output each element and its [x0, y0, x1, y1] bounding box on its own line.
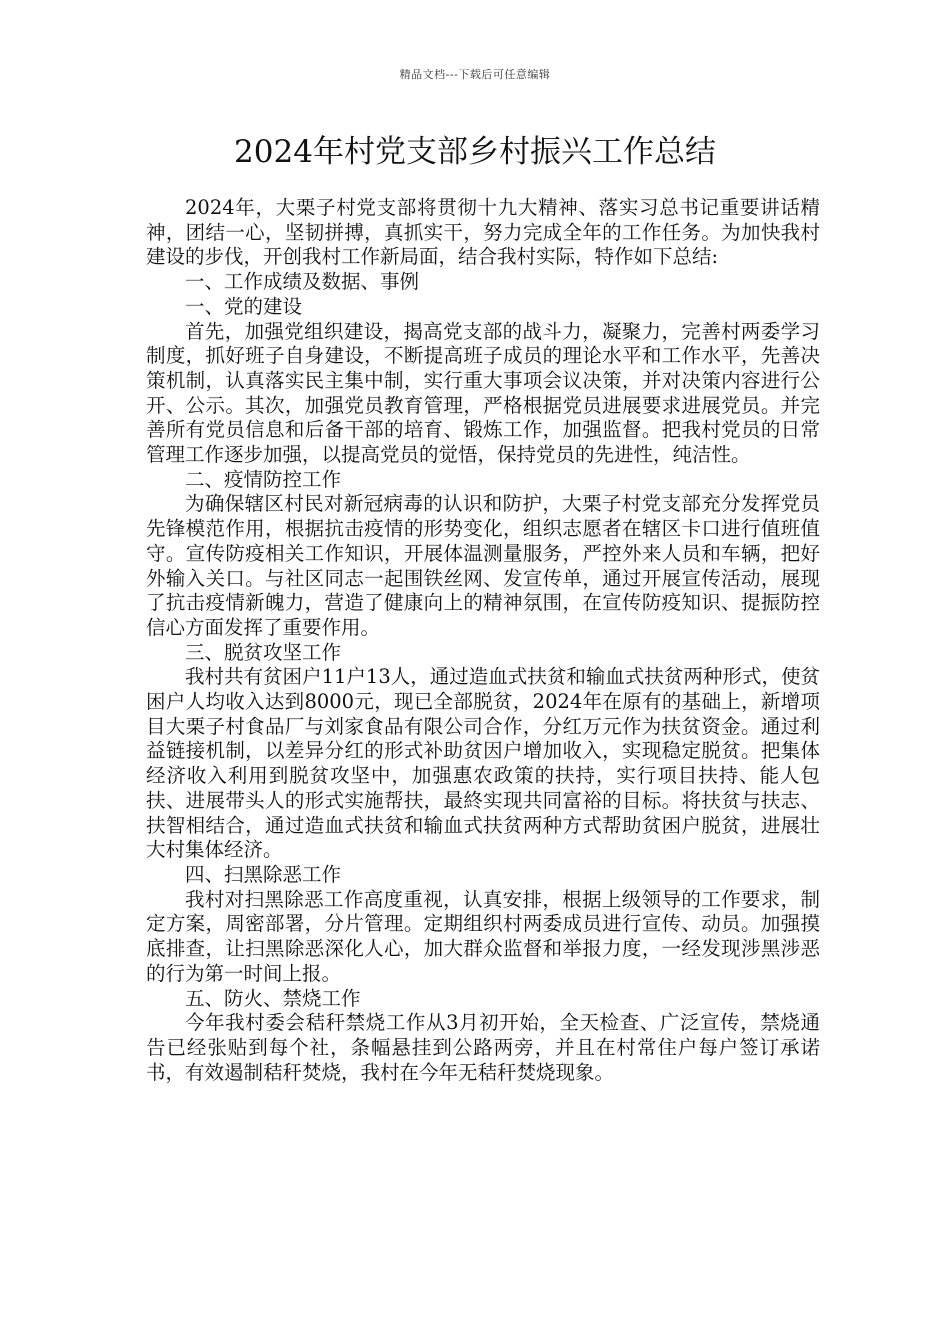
paragraph-epidemic: 为确保辖区村民对新冠病毒的认识和防护，大栗子村党支部充分发挥党员先锋模范作用，根据抗击疫情的形势变化，组织志愿者在辖区卡口进行值班值守。宣传防疫相关工作知识，开展体温测量服务，严控外来人员和车辆，把好外输入关口。与社区同志一起围铁丝网、发宣传单，通过开展宣传活动，展现了抗击疫情新魄力，营造了健康向上的精神氛围，在宣传防疫知识、提振防控信心方面发挥了重要作用。 [146, 492, 820, 639]
section-heading-party-building: 一、党的建设 [185, 294, 303, 318]
paragraph-poverty: 我村共有贫困户11户13人，通过造血式扶贫和输血式扶贫两种形式，使贫困户人均收入达到8000元，现已全部脱贫，2024年在原有的基础上，新增项目大栗子村食品厂与刘家食品有限公司合作，分红万元作为扶贫资金。通过利益链接机制，以差异分红的形式补助贫因户增加收入，实现稳定脱贫。把集体经济收入利用到脱贫攻坚中，加强惠农政策的扶持，实行项目扶持、能人包扶、进展带头人的形式实施帮扶，最終实现共同富裕的目标。将扶贫与扶志、扶智相结合，通过造血式扶贫和输血式扶贫两种方式帮助贫困户脱贫，进展壮大村集体经济。 [146, 665, 820, 862]
header-note: 精品文档---下载后可任意编辑 [399, 68, 551, 81]
paragraph-fire: 今年我村委会秸秆禁烧工作从3月初开始，全天检查、广泛宣传，禁烧通告已经张贴到每个社，条幅悬挂到公路两旁，并且在村常住户每户签订承诺书，有效遏制秸秆焚烧，我村在今年无秸秆焚烧现象。 [146, 1011, 820, 1084]
paragraph-crime: 我村对扫黑除恶工作高度重视，认真安排，根据上级领导的工作要求，制定方案，周密部署，分片管理。定期组织村两委成员进行宣传、动员。加强摸底排查，让扫黑除恶深化人心，加大群众监督和举报力度，一经发现涉黑涉恶的行为第一时间上报。 [146, 887, 820, 985]
section-heading-epidemic: 二、疫情防控工作 [185, 467, 342, 491]
section-heading-achievements: 一、工作成绩及数据、事例 [185, 270, 420, 294]
section-heading-crime: 四、扫黑除恶工作 [185, 862, 342, 886]
section-heading-fire: 五、防火、禁烧工作 [185, 986, 361, 1010]
intro-paragraph: 2024年，大栗子村党支部将贯彻十九大精神、落实习总书记重要讲话精神，团结一心，坚韧拼搏，真抓实干，努力完成全年的工作任务。为加快我村建设的步伐，开创我村工作新局面，结合我村实际，特作如下总结: [146, 196, 820, 269]
document-title: 2024年村党支部乡村振兴工作总结 [234, 134, 716, 170]
paragraph-party-building: 首先，加强党组织建设，揭高党支部的战斗力，凝聚力，完善村两委学习制度，抓好班子自身建设，不断提高班子成员的理论水平和工作水平，先善决策机制，认真落实民主集中制，实行重大事项会议决策，并对决策内容进行公开、公示。其次，加强党员教育管理，严格根据党员进展要求进展党员。并完善所有党员信息和后备干部的培育、锻炼工作，加强监督。把我村党员的日常管理工作逐步加强，以提高党员的觉悟，保持党员的先进性，纯洁性。 [146, 319, 820, 467]
document-body [146, 196, 820, 1085]
section-heading-poverty: 三、脱贫攻坚工作 [185, 640, 342, 664]
